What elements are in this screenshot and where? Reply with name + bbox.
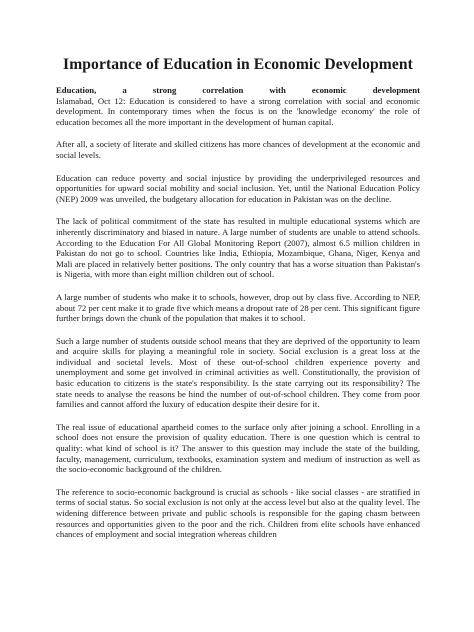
paragraph-4: The lack of political commitment of the state has resulted in multiple educational systems which are inherently discriminatory and biased in nature. A large number of students are unable to attend schools. According to the Education For All Global Monitoring Report (2007), almost 6.5 million children in Pakistan do not go to school. Countries like India, Ethiopia, Mozambique, Ghana, Niger, Kenya and Mali are placed in relatively better positions. The only country that has a worse situation than Pakistan's is Nigeria, with more than eight million children out of school. <box>56 216 420 280</box>
paragraph-7: The real issue of educational apartheid comes to the surface only after joining a school. Enrolling in a school does not ensure the provision of quality education. There is one question which is central to quality: what kind of school is it? The answer to this question may include the state of the building, faculty, management, curriculum, textbooks, examination system and medium of instruction as well as the socio-economic background of the children. <box>56 421 420 475</box>
paragraph-5: A large number of students who make it to schools, however, drop out by class five. According to NEP, about 72 per cent make it to grade five which means a dropout rate of 28 per cent. This significant figure further brings down the chunk of the population that makes it to school. <box>56 291 420 324</box>
lead-heading: Education, a strong correlation with economic development <box>56 85 420 95</box>
document-title: Importance of Education in Economic Development <box>63 56 413 73</box>
paragraph-2: After all, a society of literate and skilled citizens has more chances of development at the economic and social levels. <box>56 139 420 160</box>
paragraph-8: The reference to socio-economic background is crucial as schools - like social classes - are stratified in terms of social status. So social exclusion is not only at the access level but also at the quality level. The widening difference between private and public schools is responsible for the gaping chasm between resources and opportunities given to the poor and the rich. Children from elite schools have enhanced chances of employment and social integration whereas children <box>56 486 420 540</box>
paragraph-6: Such a large number of students outside school means that they are deprived of the opportunity to learn and acquire skills for playing a meaningful role in society. Social exclusion is a great loss at the individual and societal levels. Most of these out-of-school children experience poverty and unemployment and some get involved in criminal activities as well. Constitutionally, the provision of basic education to citizens is the state's responsibility. Is the state carrying out its responsibility? The state needs to analyse the reasons be hind the number of out-of-school children. They come from poor families and cannot afford the luxury of education despite their desire for it. <box>56 335 420 410</box>
paragraph-1: Islamabad, Oct 12: Education is considered to have a strong correlation with social and economic development. In contemporary times when the focus is on the 'knowledge economy' the role of education becomes all the more important in the development of human capital. <box>56 95 420 127</box>
paragraph-3: Education can reduce poverty and social injustice by providing the underprivileged resources and opportunities for upward social mobility and social inclusion. Yet, until the National Education Policy (NEP) 2009 was unveiled, the budgetary allocation for education in Pakistan was on the decline. <box>56 172 420 204</box>
